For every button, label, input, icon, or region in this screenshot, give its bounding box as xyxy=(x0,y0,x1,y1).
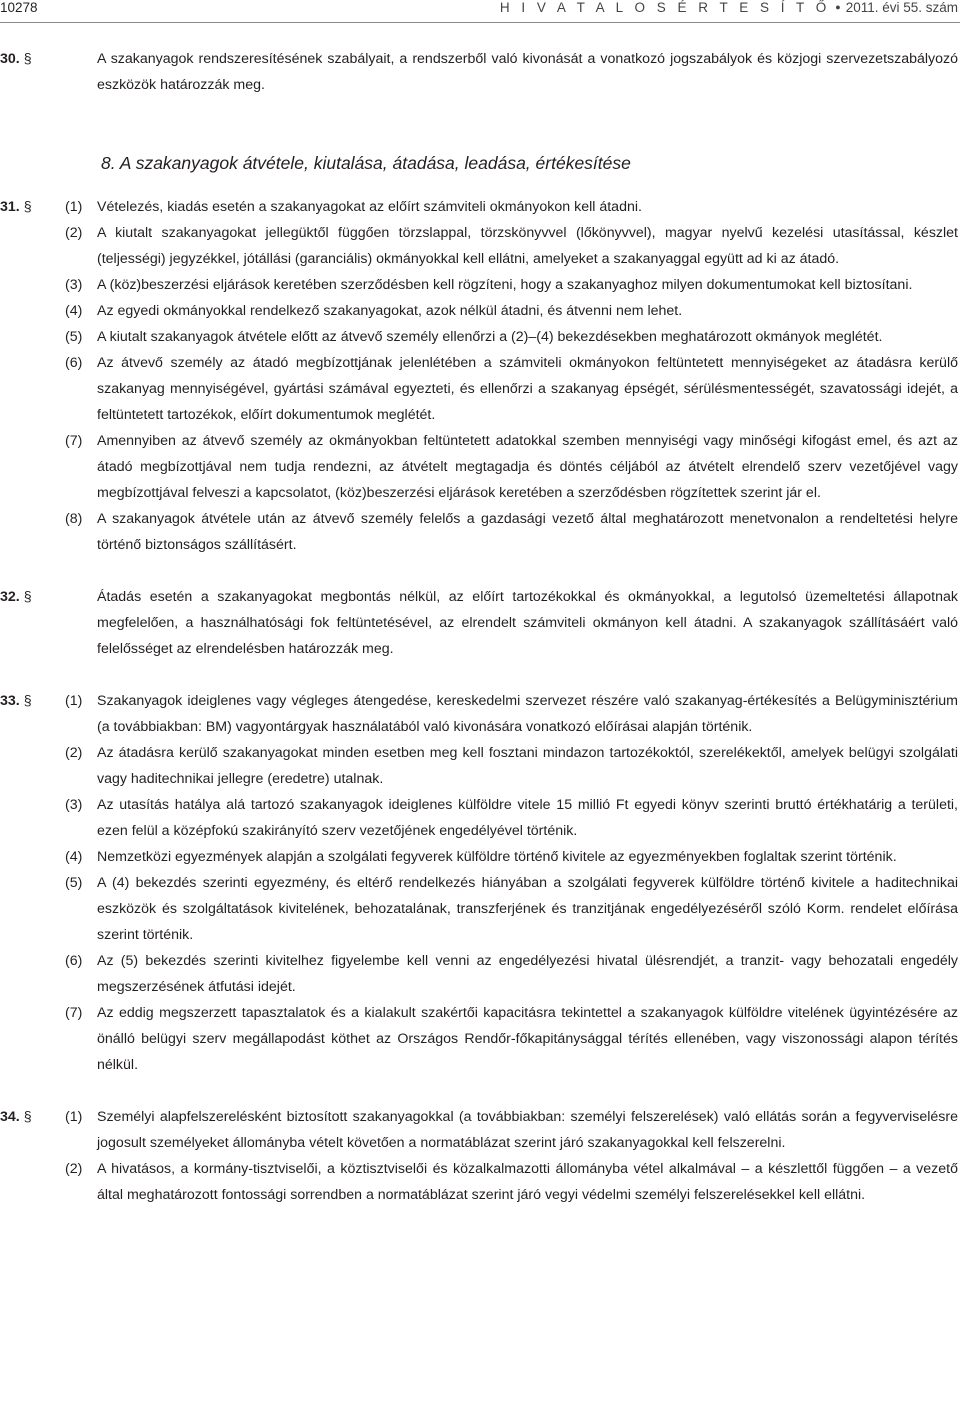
paragraph-number: (4) xyxy=(65,849,83,865)
section-number: 30. § xyxy=(0,51,32,67)
paragraph-text: Az átvevő személy az átadó megbízottjának jelenlétében a számviteli okmányokon feltüntetett mennyiségeket az átadásra kerülő szakanyag mennyiségével, gyártási számával egyezteti, és ellenőrzi a szakanyag épségét, sérülésmentességét, szavatossági idejét, a feltüntetett tartozékok, előírt dokumentumok meglétét. xyxy=(97,355,958,423)
header-rule xyxy=(0,22,960,23)
paragraph-text: A (köz)beszerzési eljárások keretében szerződésben kell rögzíteni, hogy a szakanyaghoz milyen dokumentumokat kell biztosítani. xyxy=(97,277,913,293)
paragraph-number: (1) xyxy=(65,693,83,709)
paragraph-text: Amennyiben az átvevő személy az okmányokban feltüntetett adatokkal szemben mennyiségi vagy minőségi kifogást emel, és azt az átadó megbízottjával nem tudja rendezni, az átvételt megtagadja és döntés céljából az átvételt elrendelő szerv vezetőjével vagy megbízottjával felveszi a kapcsolatot, (köz)beszerzési eljárások keretében a szerződésben rögzítettek szerint jár el. xyxy=(97,433,958,501)
paragraph xyxy=(65,428,958,506)
paragraph-text: Személyi alapfelszerelésként biztosított szakanyagokkal (a továbbiakban: személyi felszerelések) való ellátás során a fegyverviselésre jogosult személyeket állományba vételt követően a normatáblázat szerint járó szakanyagokkal kell felszerelni. xyxy=(97,1109,958,1151)
section-number: 33. § xyxy=(0,693,32,709)
paragraph-number: (3) xyxy=(65,797,83,813)
section-33 xyxy=(0,688,958,1078)
section-text: Átadás esetén a szakanyagokat megbontás nélkül, az előírt tartozékokkal és okmányokkal, a legutolsó üzemeltetési állapotnak megfelelően, a használhatósági fok feltüntetésével, az elrendelt számviteli okmányon kell átadni. A szakanyagok szállításáért való felelősséget az elrendelésben határozzák meg. xyxy=(97,589,958,657)
paragraph xyxy=(65,870,958,948)
paragraph-number: (1) xyxy=(65,199,83,215)
issue-number: 2011. évi 55. szám xyxy=(845,0,958,15)
paragraph xyxy=(65,350,958,428)
paragraph xyxy=(65,324,958,350)
paragraph xyxy=(65,194,958,220)
paragraph-number: (2) xyxy=(65,1161,83,1177)
paragraph-text: Az eddig megszerzett tapasztalatok és a kialakult szakértői kapacitásra tekintettel a szakanyagok külföldre vitelének ügyintézésére az önálló belügyi szerv megállapodást köthet az Országos Rendőr-főkapitánysággal térítés ellenében, vagy viszonossági alapon térítés nélkül. xyxy=(97,1005,958,1073)
paragraph-text: Vételezés, kiadás esetén a szakanyagokat az előírt számviteli okmányokon kell átadni. xyxy=(97,199,642,215)
paragraph xyxy=(65,844,958,870)
section-30 xyxy=(0,46,958,98)
paragraph xyxy=(65,1104,958,1156)
paragraph-text: Szakanyagok ideiglenes vagy végleges átengedése, kereskedelmi szervezet részére való szakanyag-értékesítés a Belügyminisztérium (a továbbiakban: BM) vagyontárgyak használatából való kivonására vonatkozó előírásai alapján történik. xyxy=(97,693,958,735)
paragraph-number: (6) xyxy=(65,355,83,371)
paragraph-number: (7) xyxy=(65,433,83,449)
section-31 xyxy=(0,194,958,558)
chapter-heading: 8. A szakanyagok átvétele, kiutalása, átadása, leadása, értékesítése xyxy=(101,153,631,173)
paragraph-number: (5) xyxy=(65,875,83,891)
paragraph-text: Az átadásra kerülő szakanyagokat minden esetben meg kell fosztani mindazon tartozékoktól, szerelékektől, amelyek belügyi szolgálati vagy haditechnikai jellegre (eredetre) utalnak. xyxy=(97,745,958,787)
paragraph-text: Az egyedi okmányokkal rendelkező szakanyagokat, azok nélkül átadni, és átvenni nem lehet. xyxy=(97,303,683,319)
paragraph-number: (8) xyxy=(65,511,83,527)
paragraph xyxy=(65,1000,958,1078)
publication-info xyxy=(500,0,958,15)
paragraph-number: (3) xyxy=(65,277,83,293)
paragraph xyxy=(65,1156,958,1208)
paragraph xyxy=(65,220,958,272)
section-number: 34. § xyxy=(0,1109,32,1125)
paragraph-text: Nemzetközi egyezmények alapján a szolgálati fegyverek külföldre történő kivitele az egyezményekben foglaltak szerint történik. xyxy=(97,849,897,865)
paragraph xyxy=(65,298,958,324)
paragraph xyxy=(65,688,958,740)
paragraph-text: A (4) bekezdés szerinti egyezmény, és eltérő rendelkezés hiányában a szolgálati fegyverek külföldre történő kivitele a haditechnikai eszközök és szolgáltatások kivitelének, behozatalának, transzferjének és tranzitjának engedélyezéséről szóló Korm. rendelet előírása szerint történik. xyxy=(97,875,958,943)
paragraph-text: A szakanyagok átvétele után az átvevő személy felelős a gazdasági vezető által meghatározott menetvonalon a rendeltetési helyre történő biztonságos szállításért. xyxy=(97,511,958,553)
paragraph-text: Az (5) bekezdés szerinti kivitelhez figyelembe kell venni az engedélyezési hivatal ülésrendjét, a tranzit- vagy behozatali engedély megszerzésének átfutási idejét. xyxy=(97,953,958,995)
paragraph-number: (1) xyxy=(65,1109,83,1125)
section-34 xyxy=(0,1104,958,1208)
paragraph-number: (2) xyxy=(65,225,83,241)
paragraph xyxy=(65,272,958,298)
section-text: A szakanyagok rendszeresítésének szabályait, a rendszerből való kivonását a vonatkozó jogszabályok és közjogi szervezetszabályozó eszközök határozzák meg. xyxy=(97,51,958,93)
paragraph-text: A kiutalt szakanyagok átvétele előtt az átvevő személy ellenőrzi a (2)–(4) bekezdésekben meghatározott okmányok meglétét. xyxy=(97,329,883,345)
publication-title: H I V A T A L O S É R T E S Í T Ő xyxy=(499,0,831,15)
paragraph xyxy=(65,740,958,792)
paragraph-number: (5) xyxy=(65,329,83,345)
paragraph-number: (4) xyxy=(65,303,83,319)
document-body xyxy=(0,46,958,1208)
paragraph xyxy=(65,792,958,844)
paragraph-number: (7) xyxy=(65,1005,83,1021)
page-number: 10278 xyxy=(0,0,38,15)
section-number: 32. § xyxy=(0,589,32,605)
paragraph xyxy=(65,506,958,558)
page-header xyxy=(0,0,960,18)
bullet-icon: ● xyxy=(835,2,841,12)
section-number: 31. § xyxy=(0,199,32,215)
paragraph-text: Az utasítás hatálya alá tartozó szakanyagok ideiglenes külföldre vitele 15 millió Ft egyedi könyv szerinti bruttó értékhatárig a területi, ezen felül a középfokú szakirányító szerv vezetőjének engedélyével történik. xyxy=(97,797,958,839)
paragraph-number: (6) xyxy=(65,953,83,969)
section-32 xyxy=(0,584,958,662)
paragraph-number: (2) xyxy=(65,745,83,761)
paragraph-text: A kiutalt szakanyagokat jellegüktől függően törzslappal, törzskönyvvel (lőkönyvvel), magyar nyelvű kezelési utasítással, készlet (teljességi) jegyzékkel, jótállási (garanciális) okmányokkal kell ellátni, amelyeket a szakanyaggal együtt ad ki az átadó. xyxy=(97,225,958,267)
paragraph xyxy=(65,948,958,1000)
paragraph-text: A hivatásos, a kormány-tisztviselői, a köztisztviselői és közalkalmazotti állományba vétel alkalmával – a készlettől függően – a vezető által meghatározott fontossági sorrendben a normatáblázat szerint járó vegyi védelmi személyi felszerelésekkel kell ellátni. xyxy=(97,1161,958,1203)
